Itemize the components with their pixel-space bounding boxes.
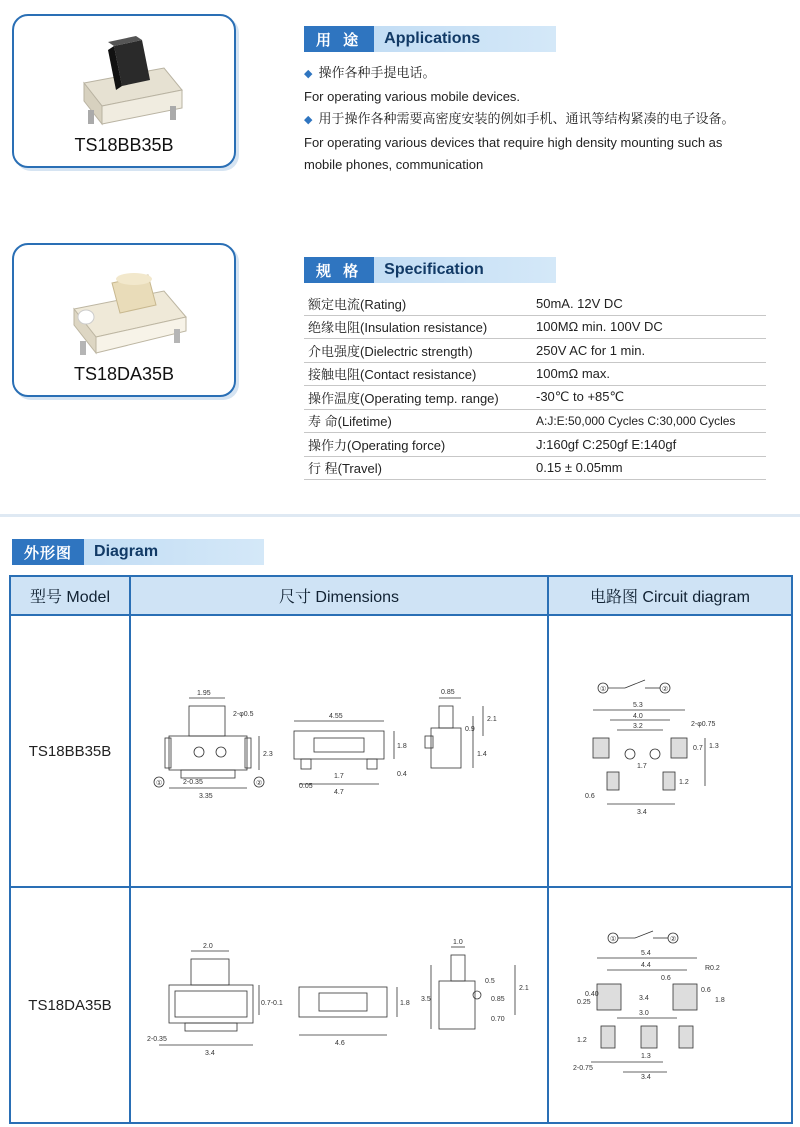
- dim-label: 2-0.35: [183, 779, 203, 786]
- spec-row: [304, 433, 766, 457]
- diagram-row-ts18da35b: [10, 887, 792, 1123]
- specification-header-en: Specification: [384, 261, 484, 278]
- dim-label: 0.85: [441, 689, 455, 696]
- dim-label: 1.2: [577, 1037, 587, 1044]
- dim-label: 0.5: [485, 978, 495, 985]
- applications-text: [304, 62, 784, 177]
- dim-label: 1.4: [477, 751, 487, 758]
- dim-label: 0.4: [397, 771, 407, 778]
- dim-label: 2.3: [263, 751, 273, 758]
- dim-label: 4.55: [329, 713, 343, 720]
- dim-label: 1.0: [453, 939, 463, 946]
- dim-label: 0.6: [585, 793, 595, 800]
- dim-label: 5.3: [633, 702, 643, 709]
- dim-label: ①: [156, 780, 163, 787]
- dim-label: 2.0: [203, 943, 213, 950]
- app-line: ◆ 操作各种手提电话。: [304, 65, 436, 80]
- spec-row: [304, 362, 766, 386]
- dim-label: 1.95: [197, 690, 211, 697]
- spec-value: 100mΩ max.: [526, 362, 766, 386]
- dim-label: 0.7: [693, 745, 703, 752]
- dim-label: 3.4: [641, 1074, 651, 1080]
- specification-header: [304, 257, 556, 283]
- dim-label: 3.0: [639, 1010, 649, 1017]
- diagram-row-ts18bb35b: [10, 615, 792, 887]
- spec-row: [304, 409, 766, 433]
- spec-label: 额定电流(Rating): [304, 292, 526, 315]
- spec-value: A:J:E:50,000 Cycles C:30,000 Cycles: [526, 409, 766, 433]
- dim-label: 4.4: [641, 962, 651, 969]
- dim-label: 0.40: [585, 991, 599, 998]
- dim-label: 1.8: [400, 1000, 410, 1007]
- applications-header-cn: 用 途: [304, 26, 374, 52]
- spec-value: -30℃ to +85℃: [526, 386, 766, 410]
- spec-row: [304, 386, 766, 410]
- dim-label: 3.4: [639, 995, 649, 1002]
- product-name: TS18BB35B: [74, 135, 174, 155]
- app-line: ◆ 用于操作各种需要高密度安装的例如手机、通讯等结构紧凑的电子设备。: [304, 111, 735, 126]
- dim-label: 4.7: [334, 789, 344, 796]
- dim-label: R0.2: [705, 965, 720, 972]
- app-line: For operating various mobile devices.: [304, 88, 521, 104]
- dim-label: 1.8: [397, 743, 407, 750]
- row-model: TS18DA35B: [10, 887, 130, 1123]
- diagram-table: [9, 575, 793, 1124]
- dim-label: 2-φ0.5: [233, 711, 254, 718]
- dim-label: 2-0.75: [573, 1065, 593, 1072]
- spec-label: 绝缘电阻(Insulation resistance): [304, 315, 526, 339]
- dim-label: ②: [662, 686, 669, 693]
- spec-label: 操作温度(Operating temp. range): [304, 386, 526, 410]
- diamond-bullet-icon: ◆: [304, 68, 313, 80]
- dimension-drawing-da: [139, 935, 539, 1075]
- dimension-drawing-bb: [139, 676, 539, 826]
- dim-label: 1.7: [334, 773, 344, 780]
- dim-label: 0.9: [465, 726, 475, 733]
- circuit-diagram-bb: [555, 676, 785, 826]
- dim-label: 0.6: [701, 987, 711, 994]
- dim-label: 0.6: [661, 975, 671, 982]
- dim-label: 4.6: [335, 1040, 345, 1047]
- dim-label: 2-φ0.75: [691, 721, 716, 728]
- spec-row: [304, 339, 766, 363]
- circuit-diagram: [548, 615, 792, 887]
- specification-header-cn: 规 格: [304, 257, 374, 283]
- app-line: mobile phones, communication: [304, 157, 484, 172]
- circuit-diagram-da: [555, 930, 785, 1080]
- spec-label: 介电强度(Dielectric strength): [304, 339, 526, 363]
- row-model: TS18BB35B: [10, 615, 130, 887]
- dim-label: 1.8: [715, 997, 725, 1004]
- app-line: For operating various devices that require high density mounting such as: [304, 134, 723, 150]
- applications-header-en: Applications: [384, 30, 481, 47]
- dimension-drawing: [130, 887, 548, 1123]
- dim-label: 3.35: [199, 793, 213, 800]
- col-model: 型号 Model: [10, 576, 130, 615]
- specification-table: [304, 292, 766, 480]
- diagram-header-en: Diagram: [94, 543, 159, 560]
- dim-label: 0.05: [299, 783, 313, 790]
- dim-label: 5.4: [641, 950, 651, 957]
- spec-row: [304, 315, 766, 339]
- spec-value: 100MΩ min. 100V DC: [526, 315, 766, 339]
- diagram-header-cn: 外形图: [12, 539, 84, 565]
- dim-label: 0.7-0.1: [261, 1000, 283, 1007]
- spec-value: J:160gf C:250gf E:140gf: [526, 433, 766, 457]
- spec-label: 行 程(Travel): [304, 456, 526, 480]
- dim-label: 1.3: [709, 743, 719, 750]
- dim-label: ①: [600, 686, 607, 693]
- switch-photo-bb: [54, 28, 194, 128]
- diamond-bullet-icon: ◆: [304, 114, 313, 126]
- col-circuit: 电路图 Circuit diagram: [548, 576, 792, 615]
- dim-label: ①: [610, 936, 617, 943]
- spec-label: 操作力(Operating force): [304, 433, 526, 457]
- spec-label: 寿 命(Lifetime): [304, 409, 526, 433]
- circuit-diagram: [548, 887, 792, 1123]
- spec-row: [304, 292, 766, 315]
- dim-label: 2.1: [487, 716, 497, 723]
- diagram-header: [12, 539, 264, 565]
- dimension-drawing: [130, 615, 548, 887]
- dim-label: ②: [670, 936, 677, 943]
- dim-label: 2-0.35: [147, 1036, 167, 1043]
- dim-label: 4.0: [633, 713, 643, 720]
- applications-header: [304, 26, 556, 52]
- dim-label: ②: [256, 780, 263, 787]
- dim-label: 0.25: [577, 999, 591, 1006]
- spec-label: 接触电阻(Contact resistance): [304, 362, 526, 386]
- spec-value: 50mA. 12V DC: [526, 292, 766, 315]
- spec-row: [304, 456, 766, 480]
- product-name: TS18DA35B: [73, 364, 175, 384]
- dim-label: 3.5: [421, 996, 431, 1003]
- dim-label: 3.2: [633, 723, 643, 730]
- spec-value: 250V AC for 1 min.: [526, 339, 766, 363]
- product-card-ts18da35b: [12, 243, 236, 397]
- spec-value: 0.15 ± 0.05mm: [526, 456, 766, 480]
- dim-label: 2.1: [519, 985, 529, 992]
- product-card-ts18bb35b: [12, 14, 236, 168]
- dim-label: 1.7: [637, 763, 647, 770]
- dim-label: 0.70: [491, 1016, 505, 1023]
- dim-label: 1.2: [679, 779, 689, 786]
- diagram-header-row: [10, 576, 792, 615]
- dim-label: 1.3: [641, 1053, 651, 1060]
- col-dimensions: 尺寸 Dimensions: [130, 576, 548, 615]
- dim-label: 3.4: [205, 1050, 215, 1057]
- dim-label: 3.4: [637, 809, 647, 816]
- section-divider: [0, 514, 800, 517]
- switch-photo-da: [54, 257, 194, 357]
- dim-label: 0.85: [491, 996, 505, 1003]
